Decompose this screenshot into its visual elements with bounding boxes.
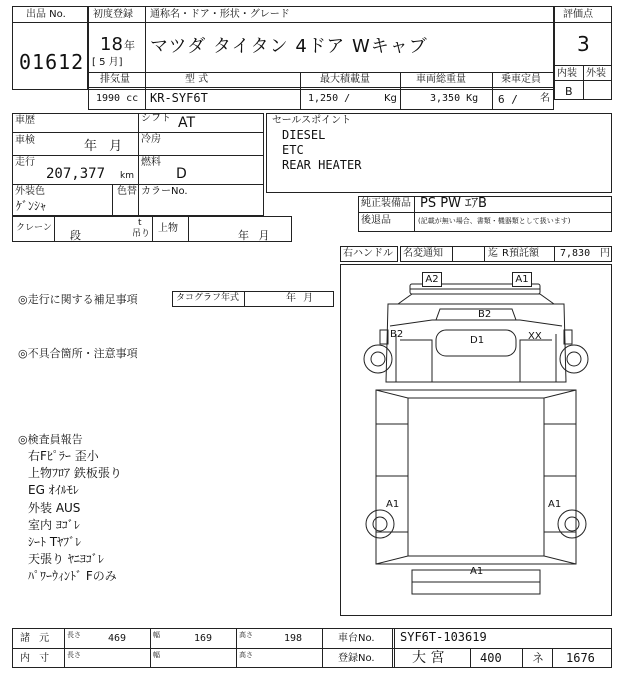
- inner-width-label: 幅: [153, 651, 160, 659]
- inspector-report-item: 天張り ﾔﾆﾖｺﾞﾚ: [28, 552, 104, 567]
- tachograph-label: タコグラフ年式: [176, 293, 240, 303]
- inspector-report-item: 室内 ﾖｺﾞﾚ: [28, 517, 80, 532]
- max-load-label: 最大積載量: [320, 74, 370, 85]
- equipment-value: PS PW ｴｱB: [420, 196, 487, 211]
- recycle-deposit-value: 7,830: [560, 248, 591, 259]
- mileage-label: 走行: [15, 157, 35, 168]
- supplement-title: ◎走行に関する補足事項: [18, 293, 138, 306]
- mileage-unit: km: [120, 171, 134, 181]
- registration-number: 1676: [566, 651, 595, 665]
- shift-value: AT: [178, 115, 196, 131]
- height-value: 198: [284, 633, 303, 644]
- history-label: 車歴: [15, 115, 35, 126]
- length-label: 長さ: [67, 631, 81, 639]
- crane-tonnage: t: [138, 218, 142, 228]
- inspection-value: 年 月: [84, 139, 123, 154]
- truck-diagram: [340, 264, 612, 616]
- max-load: 1,250 /: [308, 93, 351, 104]
- inspector-report-item: ﾊﾟﾜｰｳｨﾝﾄﾞ Fのみ: [28, 569, 117, 584]
- equipment-label: 純正装備品: [361, 198, 411, 209]
- chassis-label: 車台No.: [338, 633, 375, 644]
- color-label: 外装色: [15, 186, 45, 197]
- damage-mark: B2: [478, 309, 492, 320]
- damage-mark: A1: [512, 272, 532, 287]
- capacity: 6 /: [498, 93, 518, 106]
- vehicle-name-label: 通称名・ドア・形状・グレード: [150, 9, 290, 20]
- inspector-report-item: 外装 AUS: [28, 500, 81, 515]
- specs-label: 諸 元: [20, 633, 50, 644]
- inspector-report-item: EG ｵｲﾙﾓﾚ: [28, 483, 79, 498]
- fuel-value: D: [176, 166, 187, 182]
- exterior-grade-label: 外装: [586, 68, 606, 79]
- inspector-report-item: ｼｰﾄ Tﾔﾌﾞﾚ: [28, 535, 82, 549]
- defects-title: ◎不具合箇所・注意事項: [18, 347, 138, 360]
- displacement: 1990 cc: [96, 93, 139, 104]
- crane-label: クレーン: [16, 223, 52, 233]
- first-registration-label: 初度登録: [93, 9, 133, 20]
- capacity-label: 乗車定員: [501, 74, 541, 85]
- recycle-deposit-label: R預託額: [502, 248, 539, 259]
- model-code: KR-SYF6T: [150, 91, 208, 105]
- total-weight-label: 車両総重量: [416, 74, 466, 85]
- inspector-title: ◎検査員報告: [18, 433, 83, 446]
- mileage-value: 207,377: [46, 166, 106, 182]
- rhd-label: 右ハンドル: [343, 248, 393, 259]
- length-value: 469: [108, 633, 127, 644]
- damage-mark: A2: [422, 272, 442, 287]
- overall-grade: 3: [577, 32, 590, 56]
- sales-point-item: REAR HEATER: [282, 158, 362, 172]
- color-change-label: 色替: [117, 186, 137, 197]
- name-change-label: 名変通知: [403, 248, 443, 259]
- color-value: ｹﾞﾝｼｬ: [16, 199, 47, 213]
- sales-point-item: ETC: [282, 143, 304, 157]
- capacity-unit: 名: [540, 93, 550, 104]
- body-label: 上物: [158, 223, 178, 234]
- inspection-label: 車検: [15, 135, 35, 146]
- grade-label: 評価点: [563, 9, 593, 20]
- max-load-unit: Kg: [384, 93, 397, 104]
- inner-dims-label: 内 寸: [20, 653, 50, 664]
- lot-number: 01612: [19, 50, 85, 74]
- registration-year: 18: [100, 34, 123, 55]
- height-label: 高さ: [239, 631, 253, 639]
- deadline-prefix: 迄: [488, 248, 498, 259]
- inner-height-label: 高さ: [239, 651, 253, 659]
- registration-class: 400: [480, 651, 502, 665]
- registration-label: 登録No.: [338, 653, 375, 664]
- crane-stage: 段: [70, 229, 81, 242]
- ac-label: 冷房: [141, 134, 161, 145]
- vehicle-name: マツダ タイタン 4ドア Wキャブ: [150, 36, 428, 57]
- registration-kana: ネ: [532, 651, 545, 665]
- inner-length-label: 長さ: [67, 651, 81, 659]
- chassis-number: SYF6T-103619: [400, 630, 487, 644]
- model-label: 型 式: [185, 74, 209, 85]
- body-year: 年 月: [238, 229, 270, 242]
- inspector-report-item: 右Fﾋﾟﾗｰ 歪小: [28, 449, 99, 463]
- crane-hoist: 吊り: [132, 229, 151, 239]
- damage-mark: A1: [548, 499, 562, 510]
- displacement-label: 排気量: [100, 74, 130, 85]
- accessories-note: (記載が無い場合、書類・機器類として扱います): [418, 217, 571, 225]
- accessories-label: 後退品: [361, 215, 391, 226]
- width-value: 169: [194, 633, 213, 644]
- sales-point-item: DIESEL: [282, 128, 326, 142]
- sales-point-label: セールスポイント: [272, 115, 352, 126]
- total-weight: 3,350 Kg: [430, 93, 479, 104]
- damage-mark: XX: [528, 331, 542, 342]
- recycle-deposit-unit: 円: [600, 248, 610, 259]
- color-number-label: カラーNo.: [141, 186, 188, 197]
- lot-number-label: 出品 No.: [26, 9, 66, 20]
- width-label: 幅: [153, 631, 160, 639]
- shift-label: シフト: [141, 113, 171, 124]
- damage-mark: D1: [470, 335, 485, 346]
- registration-month: [ 5 月]: [92, 57, 123, 68]
- year-unit: 年: [124, 39, 135, 52]
- damage-mark: B2: [390, 329, 404, 340]
- damage-mark: A1: [470, 566, 484, 577]
- tachograph-value: 年 月: [286, 293, 314, 304]
- inspector-report-item: 上物ﾌﾛｱ 鉄板張り: [28, 466, 122, 481]
- registration-place: 大 宮: [412, 650, 445, 666]
- interior-grade: B: [565, 85, 573, 98]
- fuel-label: 燃料: [141, 157, 161, 168]
- damage-mark: A1: [386, 499, 400, 510]
- interior-grade-label: 内装: [557, 68, 577, 79]
